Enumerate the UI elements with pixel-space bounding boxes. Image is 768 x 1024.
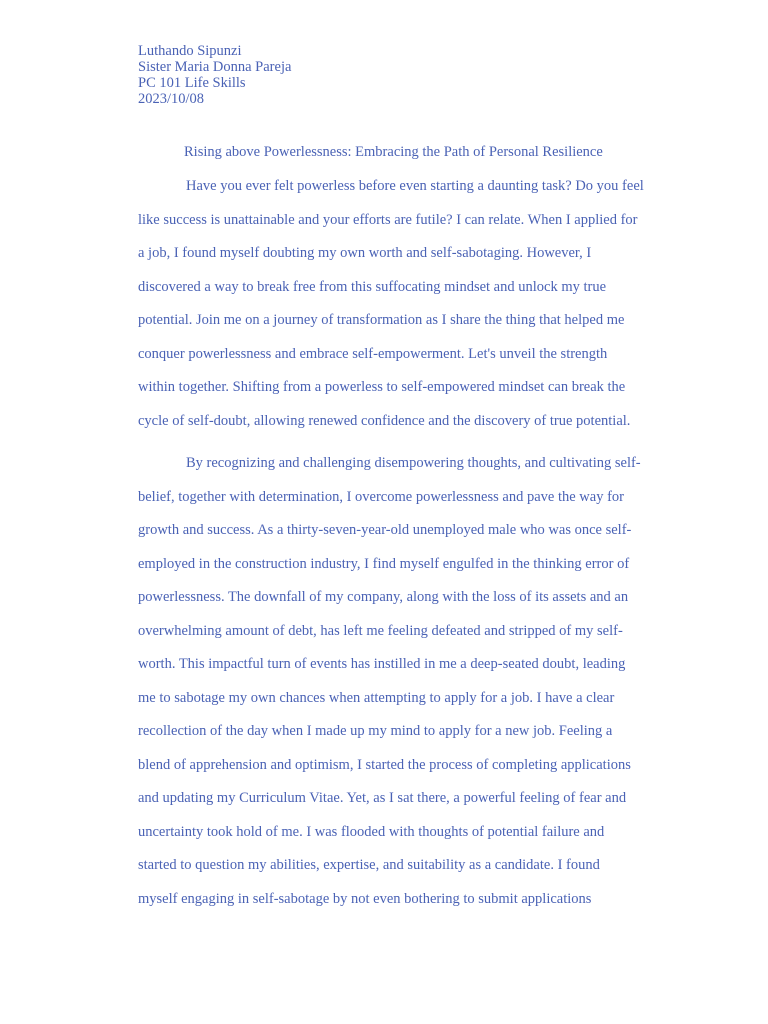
paragraph-line: and updating my Curriculum Vitae. Yet, as I sat there, a powerful feeling of fear and <box>138 790 627 806</box>
paragraph-line: recollection of the day when I made up my mind to apply for a new job. Feeling a <box>138 723 613 739</box>
author-name: Luthando Sipunzi <box>138 43 242 59</box>
paragraph-line: within together. Shifting from a powerless to self-empowered mindset can break the <box>138 379 626 395</box>
paragraph-line: powerlessness. The downfall of my company, along with the loss of its assets and an <box>138 589 629 605</box>
essay-date: 2023/10/08 <box>138 91 205 107</box>
paragraph-line: potential. Join me on a journey of transformation as I share the thing that helped me <box>138 312 625 328</box>
paragraph-line: uncertainty took hold of me. I was flooded with thoughts of potential failure and <box>138 823 605 840</box>
paragraph-1 <box>138 176 678 444</box>
paragraph-line: blend of apprehension and optimism, I started the process of completing applications <box>138 756 631 773</box>
paragraph-line: started to question my abilities, expertise, and suitability as a candidate. I found <box>138 857 600 873</box>
paragraph-line: growth and success. As a thirty-seven-year-old unemployed male who was once self- <box>138 522 632 538</box>
paragraph-line: By recognizing and challenging disempowering thoughts, and cultivating self- <box>186 455 641 471</box>
paragraph-line: cycle of self-doubt, allowing renewed confidence and the discovery of true potential. <box>138 412 631 429</box>
essay-header <box>138 43 291 107</box>
paragraph-line: me to sabotage my own chances when attempting to apply for a job. I have a clear <box>138 689 615 706</box>
paragraph-2 <box>138 453 678 922</box>
paragraph-line: myself engaging in self-sabotage by not even bothering to submit applications <box>138 890 592 907</box>
paragraph-line: worth. This impactful turn of events has instilled in me a deep-seated doubt, leading <box>138 656 626 672</box>
paragraph-line: employed in the construction industry, I find myself engulfed in the thinking error of <box>138 555 630 572</box>
paragraph-line: Have you ever felt powerless before even starting a daunting task? Do you feel <box>186 178 644 194</box>
essay-title: Rising above Powerlessness: Embracing the Path of Personal Resilience <box>184 144 603 160</box>
instructor-name: Sister Maria Donna Pareja <box>138 59 292 75</box>
paragraph-line: a job, I found myself doubting my own worth and self-sabotaging. However, I <box>138 245 592 261</box>
paragraph-line: conquer powerlessness and embrace self-empowerment. Let's unveil the strength <box>138 345 608 362</box>
course-name: PC 101 Life Skills <box>138 75 246 91</box>
paragraph-line: overwhelming amount of debt, has left me feeling defeated and stripped of my self- <box>138 622 623 639</box>
paragraph-line: like success is unattainable and your efforts are futile? I can relate. When I applied for <box>138 211 638 228</box>
paragraph-line: discovered a way to break free from this suffocating mindset and unlock my true <box>138 278 607 295</box>
paragraph-line: belief, together with determination, I overcome powerlessness and pave the way for <box>138 488 624 505</box>
